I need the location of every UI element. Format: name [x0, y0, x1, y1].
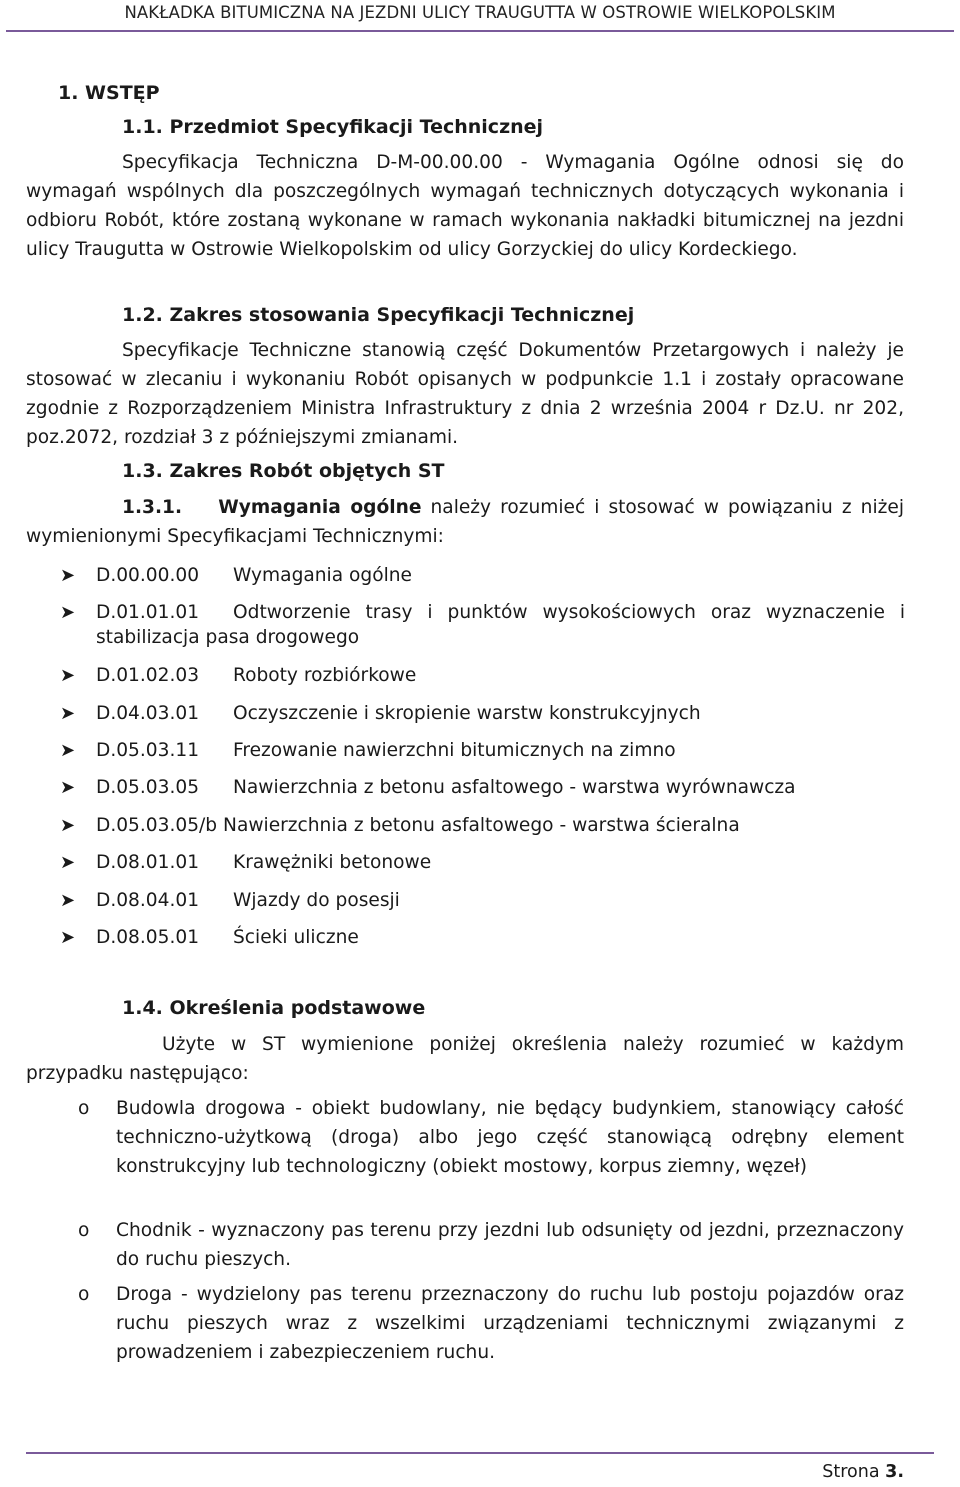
sub-bold-label: Wymagania ogólne [218, 497, 422, 518]
section-1-4-heading: 1.4. Określenia podstawowe [122, 997, 426, 1019]
list-item: ➤ D.00.00.00 Wymagania ogólne [60, 565, 412, 586]
arrowhead-bullet-icon: ➤ [60, 815, 76, 836]
circle-bullet-icon: o [78, 1098, 90, 1119]
arrowhead-bullet-icon: ➤ [60, 602, 76, 623]
section-1-1-heading: 1.1. Przedmiot Specyfikacji Technicznej [122, 116, 544, 138]
circle-bullet-icon: o [78, 1220, 90, 1241]
list-item: ➤ D.08.05.01 Ścieki uliczne [60, 927, 359, 948]
list-item: ➤ D.05.03.05/b Nawierzchnia z betonu asfaltowego - warstwa ścieralna [60, 815, 740, 836]
running-header [0, 0, 960, 32]
section-1-2-heading: 1.2. Zakres stosowania Specyfikacji Technicznej [122, 304, 635, 326]
definition-item: o Chodnik - wyznaczony pas terenu przy jezdni lub odsunięty od jezdni, przeznaczony do ruchu pieszych. [26, 1216, 904, 1274]
arrowhead-bullet-icon: ➤ [60, 740, 76, 761]
arrowhead-bullet-icon: ➤ [60, 890, 76, 911]
header-title: NAKŁADKA BITUMICZNA NA JEZDNI ULICY TRAUGUTTA W OSTROWIE WIELKOPOLSKIM [124, 3, 836, 22]
page-number: Strona 3. [822, 1462, 904, 1482]
arrowhead-bullet-icon: ➤ [60, 852, 76, 873]
list-item: ➤ D.01.02.03 Roboty rozbiórkowe [60, 665, 417, 686]
definition-item: o Budowla drogowa - obiekt budowlany, nie będący budynkiem, stanowiący całość techniczno-użytkową (droga) albo jego część stanowiącą odrębny element konstrukcyjny lub technologiczny (obiekt mostowy, korpus ziemny, węzeł) [26, 1094, 904, 1181]
arrowhead-bullet-icon: ➤ [60, 927, 76, 948]
section-1-3-heading: 1.3. Zakres Robót objętych ST [122, 460, 445, 482]
list-item: ➤ D.08.01.01 Krawężniki betonowe [60, 852, 432, 873]
section-1-3-1-paragraph [26, 493, 904, 551]
definition-item: o Droga - wydzielony pas terenu przeznaczony do ruchu lub postoju pojazdów oraz ruchu pieszych wraz z wszelkimi urządzeniami technicznymi związanymi z prowadzeniem i zabezpieczeniem ruchu. [26, 1280, 904, 1367]
list-item: ➤ D.01.01.01 Odtworzenie trasy i punktów wysokościowych oraz wyznaczenie i stabilizacja pasa drogowego [60, 602, 905, 648]
arrowhead-bullet-icon: ➤ [60, 703, 76, 724]
sub-number: 1.3.1. [122, 497, 183, 518]
list-item: ➤ D.04.03.01 Oczyszczenie i skropienie warstw konstrukcyjnych [60, 703, 701, 724]
circle-bullet-icon: o [78, 1284, 90, 1305]
header-divider [6, 30, 954, 32]
list-item: ➤ D.08.04.01 Wjazdy do posesji [60, 890, 400, 911]
list-item: ➤ D.05.03.11 Frezowanie nawierzchni bitumicznych na zimno [60, 740, 676, 761]
arrowhead-bullet-icon: ➤ [60, 665, 76, 686]
section-1-4-intro: Użyte w ST wymienione poniżej określenia należy rozumieć w każdym przypadku następująco: [26, 1034, 904, 1084]
section-1-1-paragraph: Specyfikacja Techniczna D-M-00.00.00 - Wymagania Ogólne odnosi się do wymagań wspólnych dla poszczególnych wymagań technicznych dotyczących wykonania i odbioru Robót, które zostaną wykonane w ramach wykonania nakładki bitumicznej na jezdni ulicy Traugutta w Ostrowie Wielkopolskim od ulicy Gorzyckiej do ulicy Kordeckiego. [26, 152, 904, 260]
arrowhead-bullet-icon: ➤ [60, 565, 76, 586]
section-1-heading: 1. WSTĘP [58, 82, 160, 104]
sub-rest-text: należy rozumieć i stosować w powiązaniu z niżej wymienionymi Specyfikacjami Technicznymi: [26, 497, 904, 547]
list-item: ➤ D.05.03.05 Nawierzchnia z betonu asfaltowego - warstwa wyrównawcza [60, 777, 796, 798]
arrowhead-bullet-icon: ➤ [60, 777, 76, 798]
section-1-2-paragraph: Specyfikacje Techniczne stanowią część Dokumentów Przetargowych i należy je stosować w zlecaniu i wykonaniu Robót opisanych w podpunkcie 1.1 i zostały opracowane zgodnie z Rozporządzeniem Ministra Infrastruktury z dnia 2 września 2004 r Dz.U. nr 202, poz.2072, rozdział 3 z późniejszymi zmianami. [26, 340, 904, 448]
footer-divider [26, 1452, 934, 1454]
